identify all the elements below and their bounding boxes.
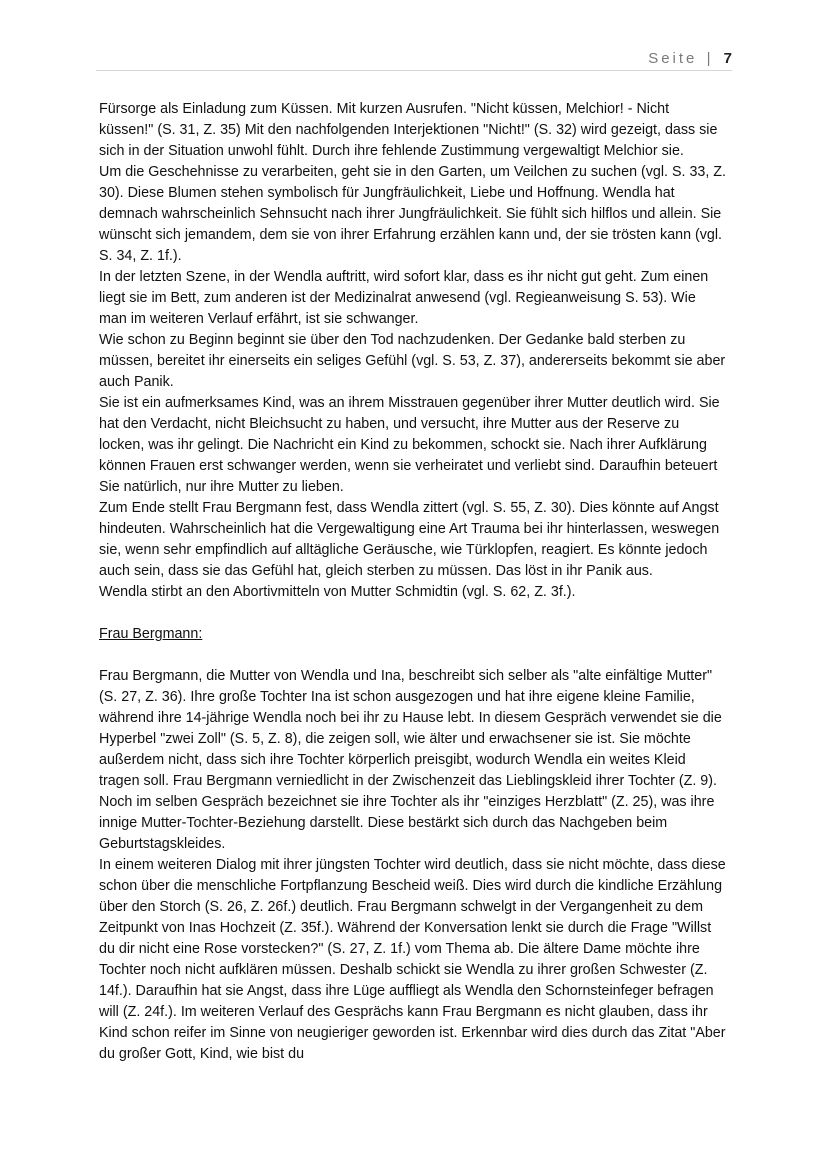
paragraph: In einem weiteren Dialog mit ihrer jüngsten Tochter wird deutlich, dass sie nicht möchte, dass diese schon über die menschliche Fortpflanzung Bescheid weiß. Dies wird durch die kindliche Erzählung über den Storch (S. 26, Z. 26f.) deutlich. Frau Bergmann schwelgt in der Vergangenheit zu dem Zeitpunkt von Inas Hochzeit (Z. 35f.). Während der Konversation lenkt sie durch die Frage "Willst du dir nicht eine Rose vorstecken?" (S. 27, Z. 1f.) vom Thema ab. Die ältere Dame möchte ihre Tochter noch nicht aufklären müssen. Deshalb schickt sie Wendla zu ihrer großen Schwester (Z. 14f.). Daraufhin hat sie Angst, dass ihre Lüge auffliegt als Wendla den Schornsteinfeger befragen will (Z. 24f.). Im weiteren Verlauf des Gesprächs kann Frau Bergmann es nicht glauben, dass ihr Kind schon reifer im Sinne von neugieriger geworden ist. Erkennbar wird dies durch das Zitat "Aber du großer Gott, Kind, wie bist du (99, 857, 726, 1062)
paragraph: Fürsorge als Einladung zum Küssen. Mit kurzen Ausrufen. "Nicht küssen, Melchior! - Nicht küssen!" (S. 31, Z. 35) Mit den nachfolgenden Interjektionen "Nicht!" (S. 32) wird gezeigt, dass sie sich in der Situation unwohl fühlt. Durch ihre fehlende Zustimmung vergewaltigt Melchior sie. (99, 101, 718, 159)
paragraph: Wendla stirbt an den Abortivmitteln von Mutter Schmidtin (vgl. S. 62, Z. 3f.). (99, 584, 576, 600)
blank-line (99, 645, 727, 666)
blank-line (99, 603, 727, 624)
paragraph: Um die Geschehnisse zu verarbeiten, geht sie in den Garten, um Veilchen zu suchen (vgl. S. 33, Z. 30). Diese Blumen stehen symbolisch für Jungfräulichkeit, Liebe und Hoffnung. Wendla hat demnach wahrscheinlich Sehnsucht nach ihrer Jungfräulichkeit. Sie fühlt sich hilflos und allein. Sie wünscht sich jemandem, dem sie von ihrer Erfahrung erzählen kann und, der sie trösten kann (vgl. S. 34, Z. 1f.). (99, 164, 727, 264)
paragraph: Sie ist ein aufmerksames Kind, was an ihrem Misstrauen gegenüber ihrer Mutter deutlich wird. Sie hat den Verdacht, nicht Bleichsucht zu haben, und versucht, ihre Mutter aus der Reserve zu locken, was ihr gelingt. Die Nachricht ein Kind zu bekommen, schockt sie. Nach ihrer Aufklärung können Frauen erst schwanger werden, wenn sie verheiratet und verliebt sind. Daraufhin beteuert Sie natürlich, nur ihre Mutter zu lieben. (99, 395, 720, 495)
page-label: Seite (648, 50, 698, 67)
paragraph: Frau Bergmann, die Mutter von Wendla und Ina, beschreibt sich selber als "alte einfältige Mutter"(S. 27, Z. 36). Ihre große Tochter Ina ist schon ausgezogen und hat ihre eigene kleine Familie, während ihre 14-jährige Wendla noch bei ihr zu Hause lebt. In diesem Gespräch verwendet sie die Hyperbel "zwei Zoll" (S. 5, Z. 8), die zeigen soll, wie älter und erwachsener sie ist. Sie möchte außerdem nicht, dass sich ihre Tochter körperlich preisgibt, wodurch Wendla ein weites Kleid tragen soll. Frau Bergmann verniedlicht in der Zwischenzeit das Lieblingskleid ihrer Tochter (Z. 9). Noch im selben Gespräch bezeichnet sie ihre Tochter als ihr "einziges Herzblatt" (Z. 25), was ihre innige Mutter-Tochter-Beziehung darstellt. Diese bestärkt sich durch das Nachgeben beim Geburtstagskleides. (99, 668, 722, 852)
paragraph: In der letzten Szene, in der Wendla auftritt, wird sofort klar, dass es ihr nicht gut geht. Zum einen liegt sie im Bett, zum anderen ist der Medizinalrat anwesend (vgl. Regieanweisung S. 53). Wie man im weiteren Verlauf erfährt, ist sie schwanger. (99, 269, 709, 327)
header-rule (96, 70, 732, 71)
document-body (99, 99, 727, 1065)
paragraph: Wie schon zu Beginn beginnt sie über den Tod nachzudenken. Der Gedanke bald sterben zu müssen, bereitet ihr einerseits ein seliges Gefühl (vgl. S. 53, Z. 37), andererseits bekommt sie aber auch Panik. (99, 332, 726, 390)
page-separator: | (706, 50, 711, 67)
page-number: 7 (723, 50, 732, 67)
paragraph: Zum Ende stellt Frau Bergmann fest, dass Wendla zittert (vgl. S. 55, Z. 30). Dies könnte auf Angst hindeuten. Wahrscheinlich hat die Vergewaltigung eine Art Trauma bei ihr hinterlassen, weswegen sie, wenn sehr empfindlich auf alltägliche Geräusche, wie Türklopfen, reagiert. Es könnte jedoch auch sein, dass sie das Gefühl hat, gleich sterben zu müssen. Das löst in ihr Panik aus. (99, 500, 720, 579)
section-heading: Frau Bergmann: (99, 626, 203, 642)
page-header (648, 50, 732, 67)
